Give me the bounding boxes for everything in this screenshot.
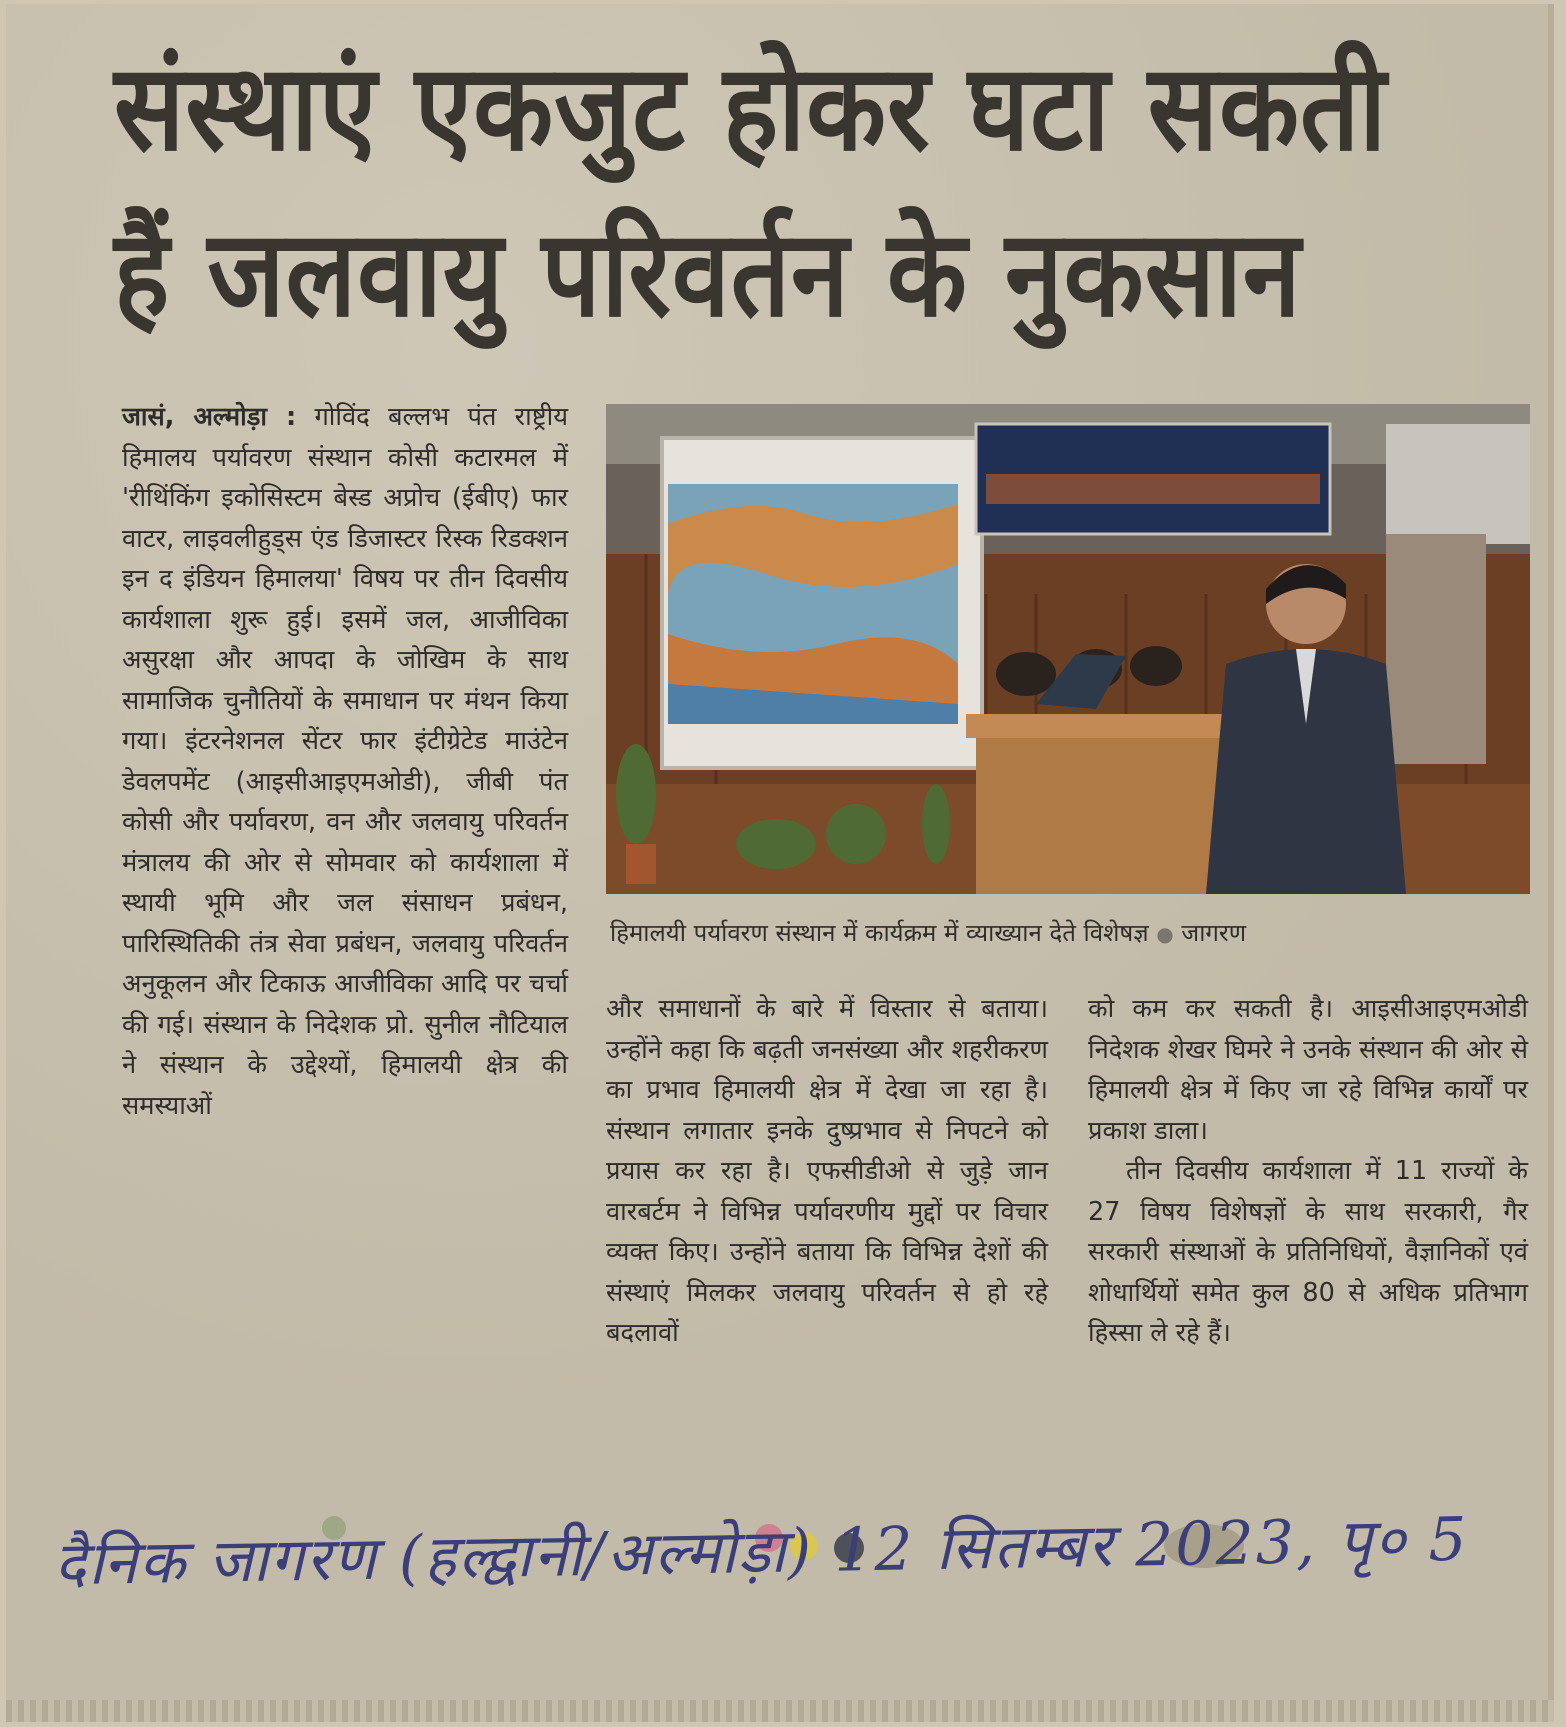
- caption-text: हिमालयी पर्यावरण संस्थान में कार्यक्रम में व्याख्यान देते विशेषज्ञ: [610, 919, 1149, 947]
- article-column-1-text: गोविंद बल्लभ पंत राष्ट्रीय हिमालय पर्यावरण संस्थान कोसी कटारमल में 'रीथिंकिंग इकोसिस्टम बेस्ड अप्रोच (ईबीए) फार वाटर, लाइवलीहुड्स एंड डिजास्टर रिस्क रिडक्शन इन द इंडियन हिमालया' विषय पर तीन दिवसीय कार्यशाला शुरू हुई। इसमें जल, आजीविका असुरक्षा और आपदा के जोखिम के साथ सामाजिक चुनौतियों के समाधान पर मंथन किया गया। इंटरनेशनल सेंटर फार इंटीग्रेटेड माउंटेन डेवलपमेंट (आइसीआइएमओडी), जीबी पंत कोसी और पर्यावरण, वन और जलवायु परिवर्तन मंत्रालय की ओर से सोमवार को कार्यशाला में स्थायी भूमि और जल संसाधन प्रबंधन, पारिस्थितिकी तंत्र सेवा प्रबंधन, जलवायु परिवर्तन अनुकूलन और टिकाऊ आजीविका आदि पर चर्चा की गई। संस्थान के निदेशक प्रो. सुनील नौटियाल ने संस्थान के उद्देश्यों, हिमालयी क्षेत्र की समस्याओं: [122, 402, 568, 1121]
- bullet-icon: ●: [1156, 922, 1174, 946]
- article-column-1: [122, 397, 568, 1126]
- headline-line-2: हैं जलवायु परिवर्तन के नुकसान: [114, 203, 1302, 344]
- photo-credit: जागरण: [1181, 919, 1247, 947]
- photo-caption: [610, 916, 1530, 949]
- newspaper-clipping: [6, 4, 1554, 1720]
- event-photo: [606, 404, 1530, 894]
- dateline: जासं, अल्मोड़ा :: [122, 402, 297, 432]
- headline-line-1: संस्थाएं एकजुट होकर घटा सकती: [114, 37, 1388, 178]
- article-column-2: [606, 989, 1048, 1354]
- article-column-2-text: और समाधानों के बारे में विस्तार से बताया। उन्होंने कहा कि बढ़ती जनसंख्या और शहरीकरण का प्रभाव हिमालयी क्षेत्र में देखा जा रहा है। संस्थान लगातार इनके दुष्प्रभाव से निपटने को प्रयास कर रहा है। एफसीडीओ से जुड़े जान वारबर्टम ने विभिन्न पर्यावरणीय मुद्दों पर विचार व्यक्त किए। उन्होंने बताया कि विभिन्न देशों की संस्थाएं मिलकर जलवायु परिवर्तन से हो रहे बदलावों: [606, 994, 1048, 1348]
- article-column-3-para-2: तीन दिवसीय कार्यशाला में 11 राज्यों के 27 विषय विशेषज्ञों के साथ सरकारी, गैर सरकारी संस्थाओं के प्रतिनिधियों, वैज्ञानिकों एवं शोधार्थियों समेत कुल 80 से अधिक प्रतिभाग हिस्सा ले रहे हैं।: [1088, 1156, 1528, 1348]
- article-column-3: [1088, 989, 1528, 1354]
- handwritten-source-note: [34, 1488, 1534, 1598]
- torn-edge: [6, 1700, 1554, 1722]
- article-column-3-para-1: को कम कर सकती है। आइसीआइएमओडी निदेशक शेखर घिमरे ने उनके संस्थान की ओर से हिमालयी क्षेत्र में किए जा रहे विभिन्न कार्यों पर प्रकाश डाला।: [1088, 994, 1528, 1146]
- handwritten-text: दैनिक जागरण (हल्द्वानी/अल्मोड़ा) 12 सितम्बर 2023, पृ० 5: [53, 1504, 1470, 1600]
